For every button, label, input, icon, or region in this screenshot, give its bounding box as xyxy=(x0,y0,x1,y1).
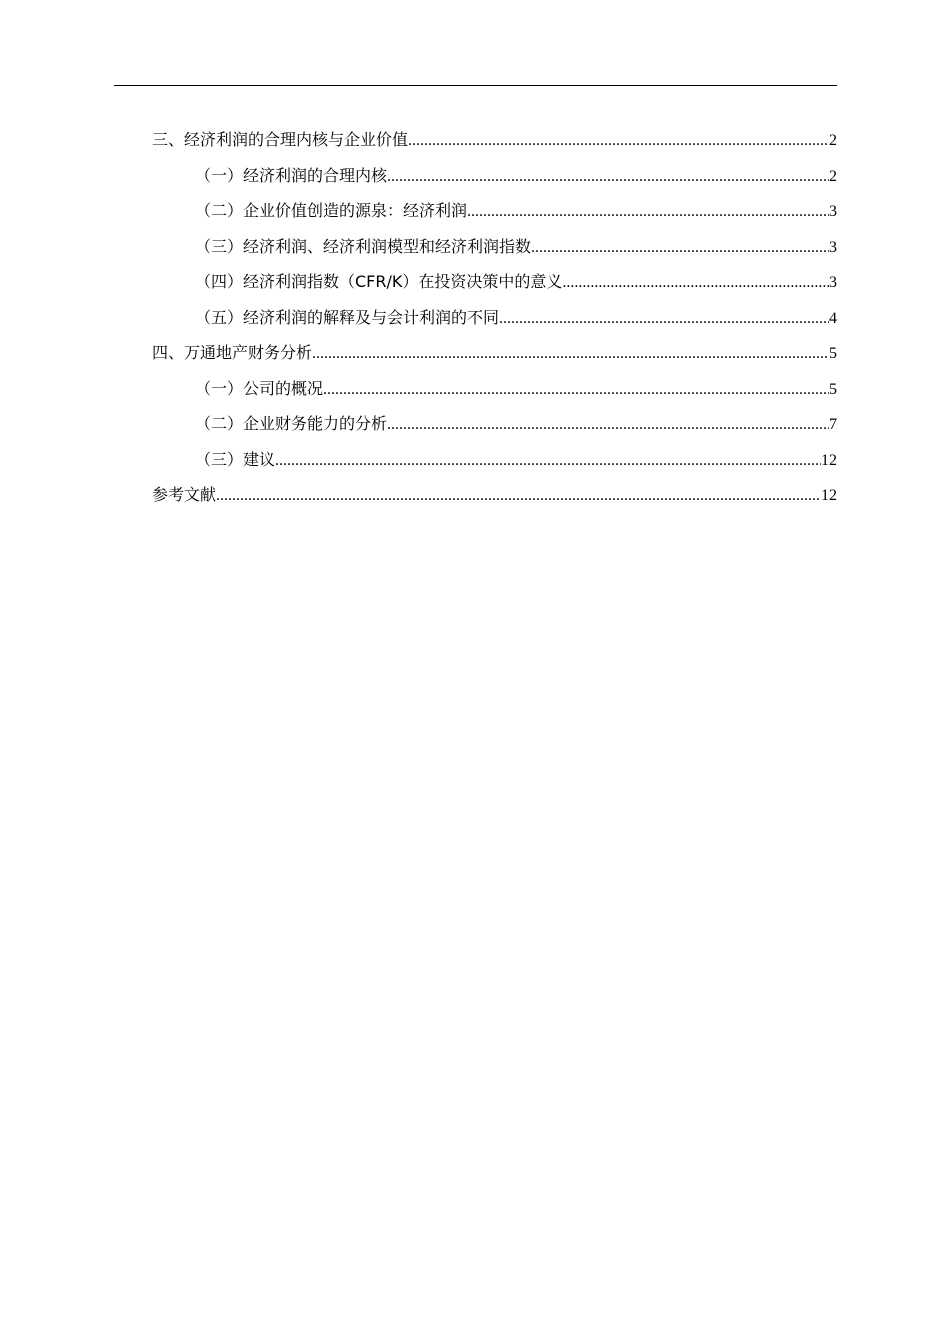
toc-entry[interactable] xyxy=(152,229,837,265)
toc-dot-leader xyxy=(531,230,829,266)
toc-entry[interactable] xyxy=(152,371,837,407)
toc-entry-title: 四、万通地产财务分析 xyxy=(152,343,313,362)
toc-dot-leader xyxy=(387,407,829,443)
toc-entry-title: （三）经济利润、经济利润模型和经济利润指数 xyxy=(195,236,532,256)
toc-dot-leader xyxy=(467,194,829,230)
toc-page-number: 5 xyxy=(829,345,837,362)
toc-entry[interactable] xyxy=(152,335,837,371)
toc-dot-leader xyxy=(499,301,829,337)
toc-entry[interactable] xyxy=(152,406,837,442)
toc-dot-leader xyxy=(408,123,829,159)
toc-entry-title: 三、经济利润的合理内核与企业价值 xyxy=(152,130,409,149)
toc-page-number: 7 xyxy=(829,416,837,433)
toc-entry[interactable] xyxy=(152,193,837,229)
toc-dot-leader xyxy=(323,372,829,408)
toc-entry-title: （五）经济利润的解释及与会计利润的不同 xyxy=(195,307,500,327)
toc-entry-title: （三）建议 xyxy=(195,449,276,469)
toc-dot-leader xyxy=(275,443,821,479)
toc-entry-title: 参考文献 xyxy=(152,485,217,504)
toc-entry[interactable] xyxy=(152,300,837,336)
toc-entry-title: （二）企业财务能力的分析 xyxy=(195,414,388,433)
toc-entry-title: （二）企业价值创造的源泉：经济利润 xyxy=(195,201,468,220)
toc-entry-title: （四）经济利润指数（CFR/K）在投资决策中的意义 xyxy=(195,272,563,291)
toc-entry[interactable] xyxy=(152,158,837,194)
toc-page-number: 3 xyxy=(829,203,837,220)
toc-entry[interactable] xyxy=(152,264,837,300)
toc-page-number: 3 xyxy=(829,274,837,291)
toc-entry-title: （一）经济利润的合理内核 xyxy=(195,165,388,185)
toc-page-number: 12 xyxy=(821,451,837,469)
toc-dot-leader xyxy=(216,478,821,514)
toc-dot-leader xyxy=(312,336,829,372)
toc-dot-leader xyxy=(387,159,829,195)
toc-entry-title: （一）公司的概况 xyxy=(195,378,324,398)
toc-entry[interactable] xyxy=(152,442,837,478)
toc-entry[interactable] xyxy=(152,477,837,513)
toc-page-number: 12 xyxy=(821,487,837,504)
header-rule xyxy=(114,85,837,86)
toc-page-number: 4 xyxy=(829,309,837,327)
toc-dot-leader xyxy=(562,265,829,301)
table-of-contents xyxy=(152,122,837,513)
toc-entry[interactable] xyxy=(152,122,837,158)
toc-page-number: 5 xyxy=(829,380,837,398)
toc-page-number: 2 xyxy=(829,167,837,185)
toc-page-number: 2 xyxy=(829,132,837,149)
toc-page-number: 3 xyxy=(829,238,837,256)
